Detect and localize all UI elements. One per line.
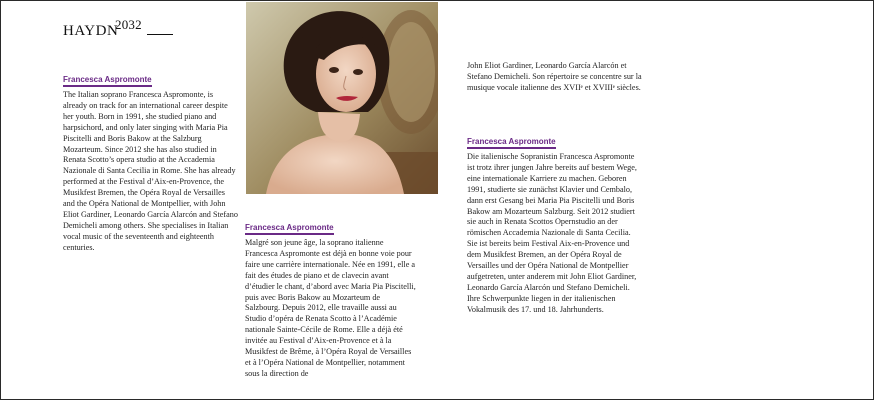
portrait-photo <box>246 2 438 194</box>
french-text: Malgré son jeune âge, la soprano italienne Francesca Aspromonte est déjà en bonne voie pour faire une carrière internationale. Née en 1991, elle a fait des études de piano et de clavecin avant d’étudier le chant, d’abord avec Maria Pia Piscitelli, puis avec Boris Bakow au Mozarteum de Salzbourg. Depuis 2012, elle travaille aussi au Studio d’opéra de Renata Scotto à l’Académie nationale Sainte-Cécile de Rome. Elle a déjà été invitée au Festival d’Aix-en-Provence et à la Musikfest de Brême, à l’Opéra Royal de Versailles et à l’Opéra National de Montpellier, notamment sous la direction de <box>245 238 416 378</box>
english-column <box>63 67 238 254</box>
portrait-illustration <box>246 2 438 194</box>
logo-word: HAYDN <box>63 23 119 39</box>
haydn-2032-logo <box>63 17 142 40</box>
english-heading: Francesca Aspromonte <box>63 75 152 87</box>
logo-rule <box>147 34 173 35</box>
french-column <box>245 215 417 380</box>
french-heading: Francesca Aspromonte <box>245 223 334 235</box>
french-continued-text: John Eliot Gardiner, Leonardo García Alarcón et Stefano Demicheli. Son répertoire se concentre sur la musique vocale italienne des XVIIᵉ et XVIIIᵉ siècles. <box>467 61 642 92</box>
french-continued-column <box>467 61 642 94</box>
logo-year: 2032 <box>115 17 142 32</box>
german-column <box>467 129 642 316</box>
german-text: Die italienische Sopranistin Francesca Aspromonte ist trotz ihrer jungen Jahre bereits auf bestem Wege, eine internationale Karriere zu machen. Geboren 1991, studierte sie zunächst Klavier und Cembalo, dann erst Gesang bei Maria Pia Piscitelli und Boris Bakow am Mozarteum Salzburg. Seit 2012 studiert sie auch in Renata Scottos Opernstudio an der römischen Accademia Nazionale di Santa Cecilia. Sie ist bereits beim Festival Aix-en-Provence und dem Musikfest Bremen, an der Opéra Royal de Versailles und der Opéra National de Montpellier aufgetreten, unter anderem mit John Eliot Gardiner, Leonardo García Alarcón und Stefano Demicheli. Ihre Schwerpunkte liegen in der italienischen Vokalmusik des 17. und 18. Jahrhunderts. <box>467 152 637 314</box>
english-text: The Italian soprano Francesca Aspromonte, is already on track for an international career despite her youth. Born in 1991, she studied piano and harpsichord, and only later singing with Maria Pia Piscitelli and Boris Bakow at the Salzburg Mozarteum. Since 2012 she has also studied in Renata Scotto’s opera studio at the Accademia Nazionale di Santa Cecilia in Rome. She has already performed at the Festival d’Aix-en-Provence, the Musikfest Bremen, the Opéra Royal de Versailles and the Opéra National de Montpellier, with John Eliot Gardiner, Leonardo García Alarcón and Stefano Demicheli among others. She specialises in Italian vocal music of the seventeenth and eighteenth centuries. <box>63 90 238 252</box>
german-heading: Francesca Aspromonte <box>467 137 556 149</box>
